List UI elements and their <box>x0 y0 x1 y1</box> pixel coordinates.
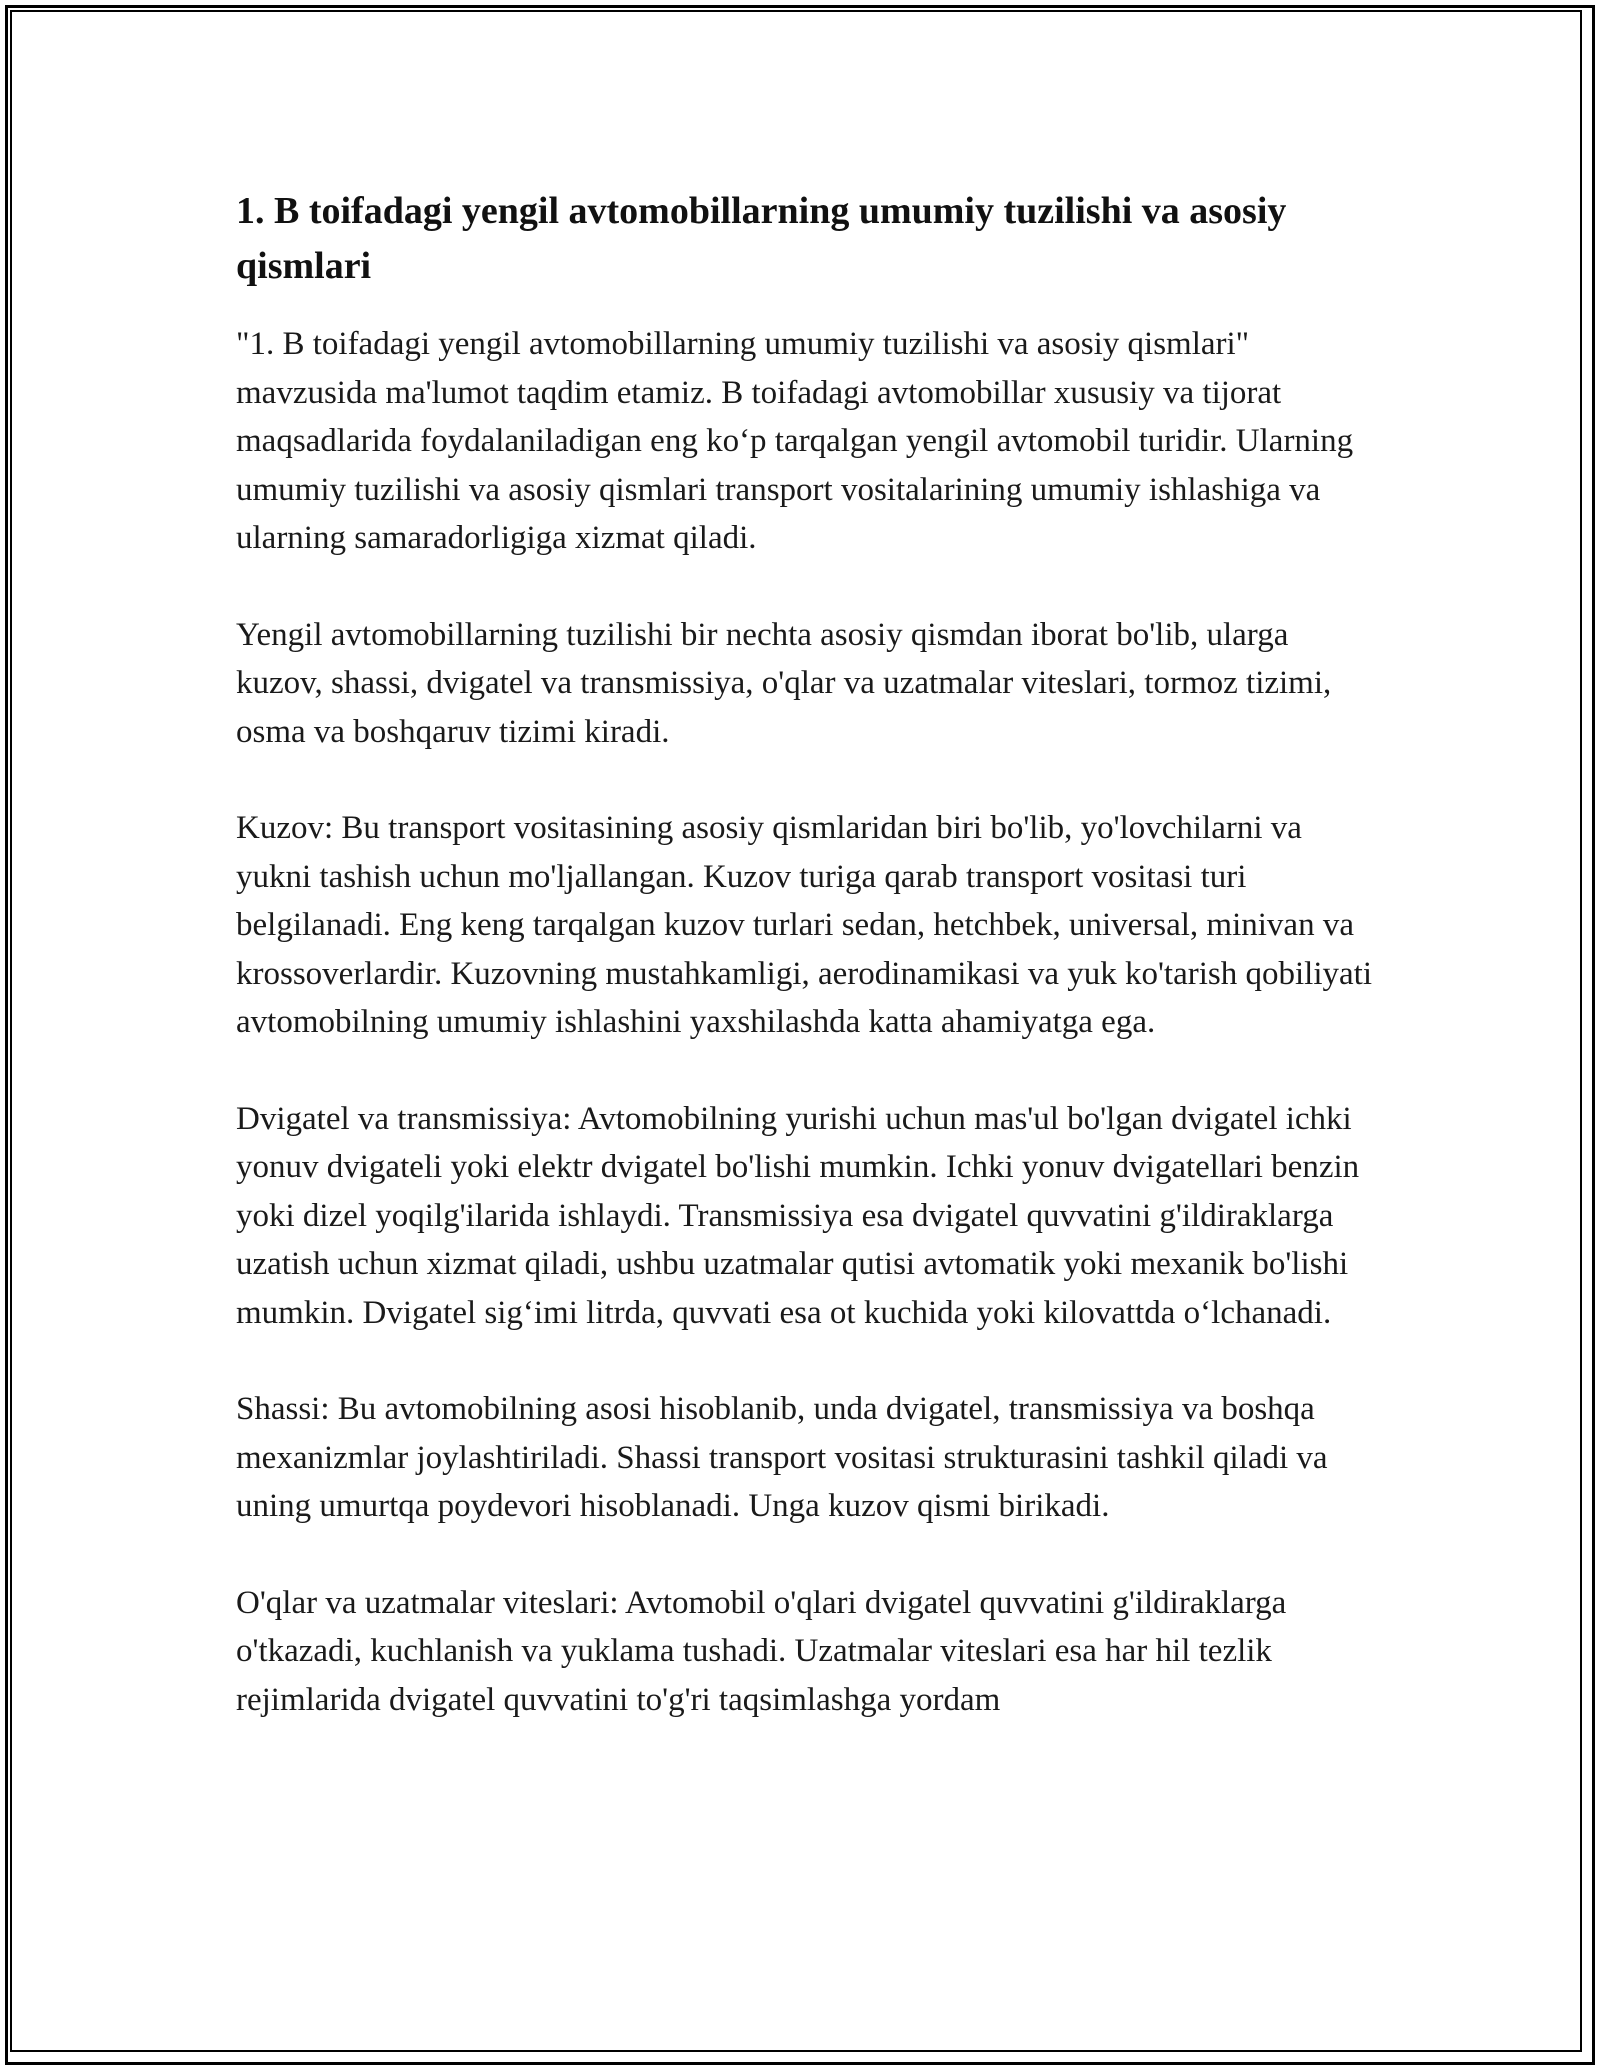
paragraph-oqlar: O'qlar va uzatmalar viteslari: Avtomobil o'qlari dvigatel quvvatini g'ildiraklarga o'tkazadi, kuchlanish va yuklama tushadi. Uzatmalar viteslari esa har hil tezlik rejimlarida dvigatel quvvatini to'g'ri taqsimlashga yordam <box>236 1584 1287 1718</box>
paragraph-structure: Yengil avtomobillarning tuzilishi bir nechta asosiy qismdan iborat bo'lib, ularga kuzov, shassi, dvigatel va transmissiya, o'qlar va uzatmalar viteslari, tormoz tizimi, osma va boshqaruv tizimi kiradi. <box>236 616 1332 750</box>
document-body <box>236 184 1376 1772</box>
document-title: 1. B toifadagi yengil avtomobillarning umumiy tuzilishi va asosiy qismlari <box>236 190 1287 287</box>
paragraph-shassi: Shassi: Bu avtomobilning asosi hisoblanib, unda dvigatel, transmissiya va boshqa mexanizmlar joylashtiriladi. Shassi transport vositasi strukturasini tashkil qiladi va uning umurtqa poydevori hisoblanadi. Unga kuzov qismi birikadi. <box>236 1391 1328 1524</box>
paragraph-dvigatel: Dvigatel va transmissiya: Avtomobilning yurishi uchun mas'ul bo'lgan dvigatel ichki yonuv dvigateli yoki elektr dvigatel bo'lishi mumkin. Ichki yonuv dvigatellari benzin yoki dizel yoqilg'ilarida ishlaydi. Transmissiya esa dvigatel quvvatini g'ildiraklarga uzatish uchun xizmat qiladi, ushbu uzatmalar qutisi avtomatik yoki mexanik bo'lishi mumkin. Dvigatel sigʻimi litrda, quvvati esa ot kuchida yoki kilovattda oʻlchanadi. <box>236 1100 1360 1331</box>
paragraph-intro: "1. B toifadagi yengil avtomobillarning umumiy tuzilishi va asosiy qismlari" mavzusida ma'lumot taqdim etamiz. B toifadagi avtomobillar xususiy va tijorat maqsadlarida foydalaniladigan eng koʻp tarqalgan yengil avtomobil turidir. Ularning umumiy tuzilishi va asosiy qismlari transport vositalarining umumiy ishlashiga va ularning samaradorligiga xizmat qiladi. <box>236 326 1354 556</box>
paragraph-kuzov: Kuzov: Bu transport vositasining asosiy qismlaridan biri bo'lib, yo'lovchilarni va yukni tashish uchun mo'ljallangan. Kuzov turiga qarab transport vositasi turi belgilanadi. Eng keng tarqalgan kuzov turlari sedan, hetchbek, universal, minivan va krossoverlardir. Kuzovning mustahkamligi, aerodinamikasi va yuk ko'tarish qobiliyati avtomobilning umumiy ishlashini yaxshilashda katta ahamiyatga ega. <box>236 810 1372 1040</box>
